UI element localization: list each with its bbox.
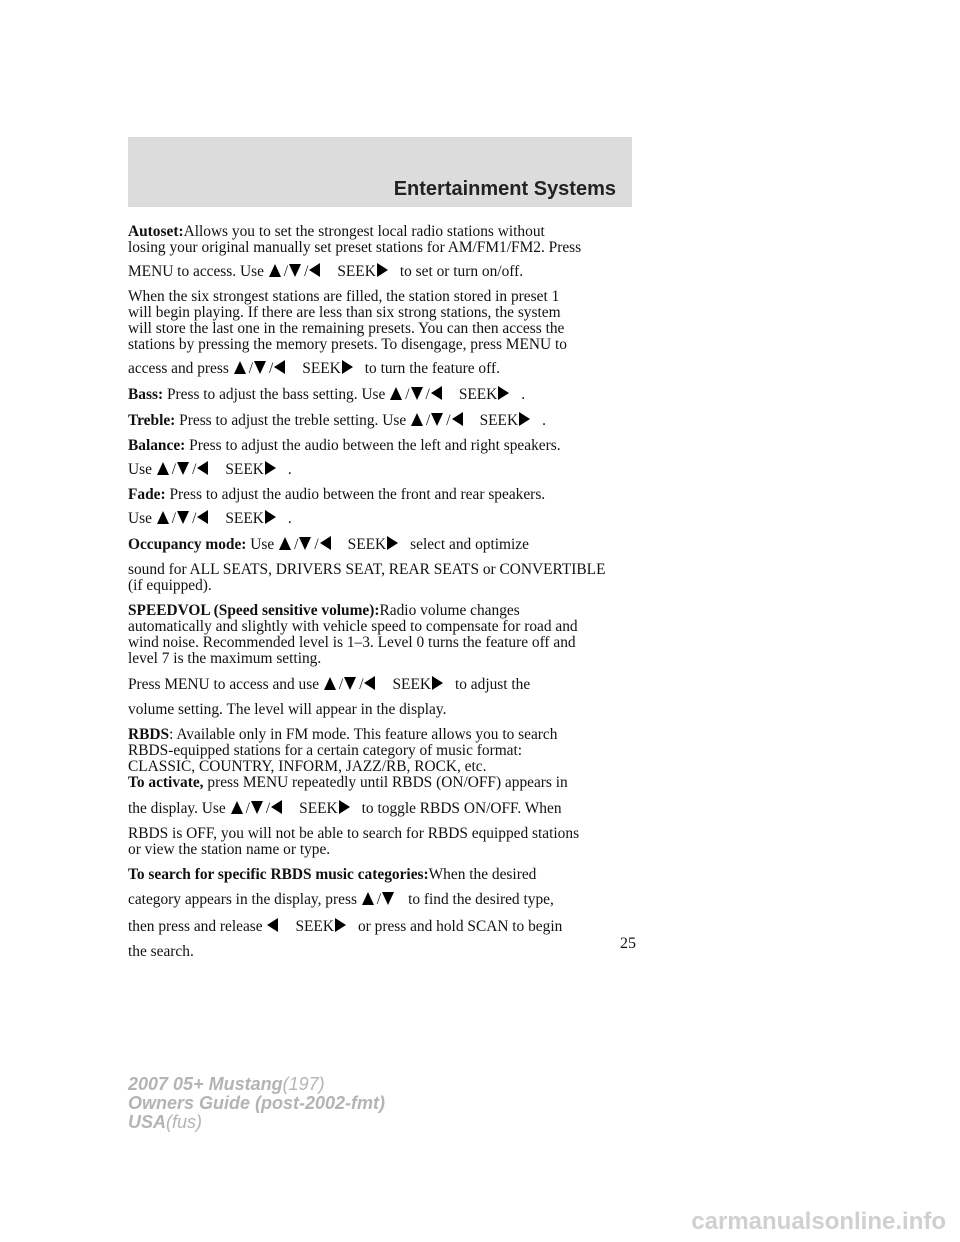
seek-controls: / / SEEK [323, 676, 455, 693]
treble-label: Treble: [128, 412, 176, 429]
up-arrow-icon [157, 511, 169, 524]
down-arrow-icon [382, 892, 394, 905]
up-arrow-icon [279, 537, 291, 550]
left-arrow-icon [271, 800, 282, 814]
section-title: Entertainment Systems [393, 178, 616, 200]
seek-controls: / / SEEK [410, 412, 542, 429]
left-arrow-icon [309, 263, 320, 277]
seek-controls: / / SEEK [156, 461, 288, 478]
bass-paragraph: Bass: Press to adjust the bass setting. Use / / SEEK . [128, 386, 526, 403]
down-arrow-icon [299, 537, 311, 550]
down-arrow-icon [344, 677, 356, 690]
down-arrow-icon [289, 264, 301, 277]
rbds-paragraph: RBDS: Available only in FM mode. This feature allows you to search RBDS-equipped stations for a certain category of music format: CLASSIC, COUNTRY, INFORM, JAZZ/RB, ROCK, etc. To activate, press MENU repeatedly until RBDS (ON/OFF) appears in the display. Use / / SEEK to toggle RBDS ON/OFF. When RBDS is OFF, you will not be able to search for RBDS equipped stations or view the station name or type. [128, 726, 580, 858]
seek-controls: / / SEEK [156, 510, 288, 527]
right-arrow-icon [432, 676, 443, 690]
up-arrow-icon [234, 361, 246, 374]
presets-paragraph: When the six strongest stations are filled, the station stored in preset 1 will begin playing. If there are less than six strong stations, the system will store the last one in the remaining presets. You can then access the stations by pressing the memory presets. To disengage, press MENU to access and press / / SEEK to turn the feature off. [128, 288, 567, 377]
right-arrow-icon [335, 918, 346, 932]
left-arrow-icon [274, 360, 285, 374]
activate-label: To activate, [128, 774, 204, 791]
seek-controls: / / SEEK [233, 360, 365, 377]
balance-paragraph: Balance: Press to adjust the audio between the left and right speakers. Use / / SEEK . [128, 437, 561, 478]
left-arrow-icon [364, 676, 375, 690]
up-arrow-icon [269, 264, 281, 277]
up-arrow-icon [411, 413, 423, 426]
left-arrow-icon [320, 536, 331, 550]
occupancy-label: Occupancy mode: [128, 536, 247, 553]
search-paragraph: To search for specific RBDS music categories:When the desired category appears in the display, press / to find the desired type, then press and release SEEK or press and hold SCAN to begin the search. [128, 866, 563, 960]
seek-controls: / / SEEK [230, 800, 362, 817]
occupancy-paragraph: Occupancy mode: Use / / SEEK select and optimize sound for ALL SEATS, DRIVERS SEAT, REAR SEATS or CONVERTIBLE (if equipped). [128, 536, 606, 594]
right-arrow-icon [377, 263, 388, 277]
left-arrow-icon [431, 386, 442, 400]
watermark-text: carmanualsonline.info [691, 1208, 946, 1235]
document-footer: 2007 05+ Mustang(197) Owners Guide (post-2002-fmt) USA(fus) [128, 1074, 386, 1132]
down-arrow-icon [254, 361, 266, 374]
left-arrow-icon [267, 918, 278, 932]
right-arrow-icon [519, 412, 530, 426]
seek-controls: / / SEEK [278, 536, 410, 553]
up-arrow-icon [390, 387, 402, 400]
fade-label: Fade: [128, 486, 166, 503]
balance-label: Balance: [128, 437, 186, 454]
up-arrow-icon [362, 892, 374, 905]
treble-paragraph: Treble: Press to adjust the treble setting. Use / / SEEK . [128, 412, 546, 429]
right-arrow-icon [342, 360, 353, 374]
right-arrow-icon [265, 461, 276, 475]
rbds-label: RBDS [128, 726, 170, 743]
down-arrow-icon [431, 413, 443, 426]
seek-controls: SEEK [266, 918, 357, 935]
fade-paragraph: Fade: Press to adjust the audio between the front and rear speakers. Use / / SEEK . [128, 486, 546, 527]
page-number: 25 [620, 935, 636, 952]
seek-controls: / / SEEK [268, 263, 400, 280]
bass-label: Bass: [128, 386, 164, 403]
left-arrow-icon [452, 412, 463, 426]
left-arrow-icon [197, 510, 208, 524]
down-arrow-icon [177, 462, 189, 475]
right-arrow-icon [339, 800, 350, 814]
seek-controls: / / SEEK [389, 386, 521, 403]
autoset-label: Autoset: [128, 223, 184, 240]
down-arrow-icon [177, 511, 189, 524]
up-arrow-icon [157, 462, 169, 475]
down-arrow-icon [411, 387, 423, 400]
speedvol-paragraph: SPEEDVOL (Speed sensitive volume):Radio volume changes automatically and slightly with vehicle speed to compensate for road and wind noise. Recommended level is 1–3. Level 0 turns the feature off and level 7 is the maximum setting. Press MENU to access and use / / SEEK to adjust the volume setting. The level will appear in the display. [128, 602, 578, 718]
autoset-paragraph: Autoset:Allows you to set the strongest local radio stations without losing your original manually set preset stations for AM/FM1/FM2. Press MENU to access. Use / / SEEK to set or turn on/off. [128, 223, 582, 280]
up-arrow-icon [324, 677, 336, 690]
right-arrow-icon [498, 386, 509, 400]
speedvol-label: SPEEDVOL (Speed sensitive volume): [128, 602, 380, 619]
left-arrow-icon [197, 461, 208, 475]
section-header-band [128, 137, 632, 207]
right-arrow-icon [387, 536, 398, 550]
up-down-controls: / [361, 892, 408, 908]
up-arrow-icon [231, 801, 243, 814]
manual-body [128, 224, 632, 960]
search-label: To search for specific RBDS music categories: [128, 866, 429, 883]
right-arrow-icon [265, 510, 276, 524]
down-arrow-icon [251, 801, 263, 814]
